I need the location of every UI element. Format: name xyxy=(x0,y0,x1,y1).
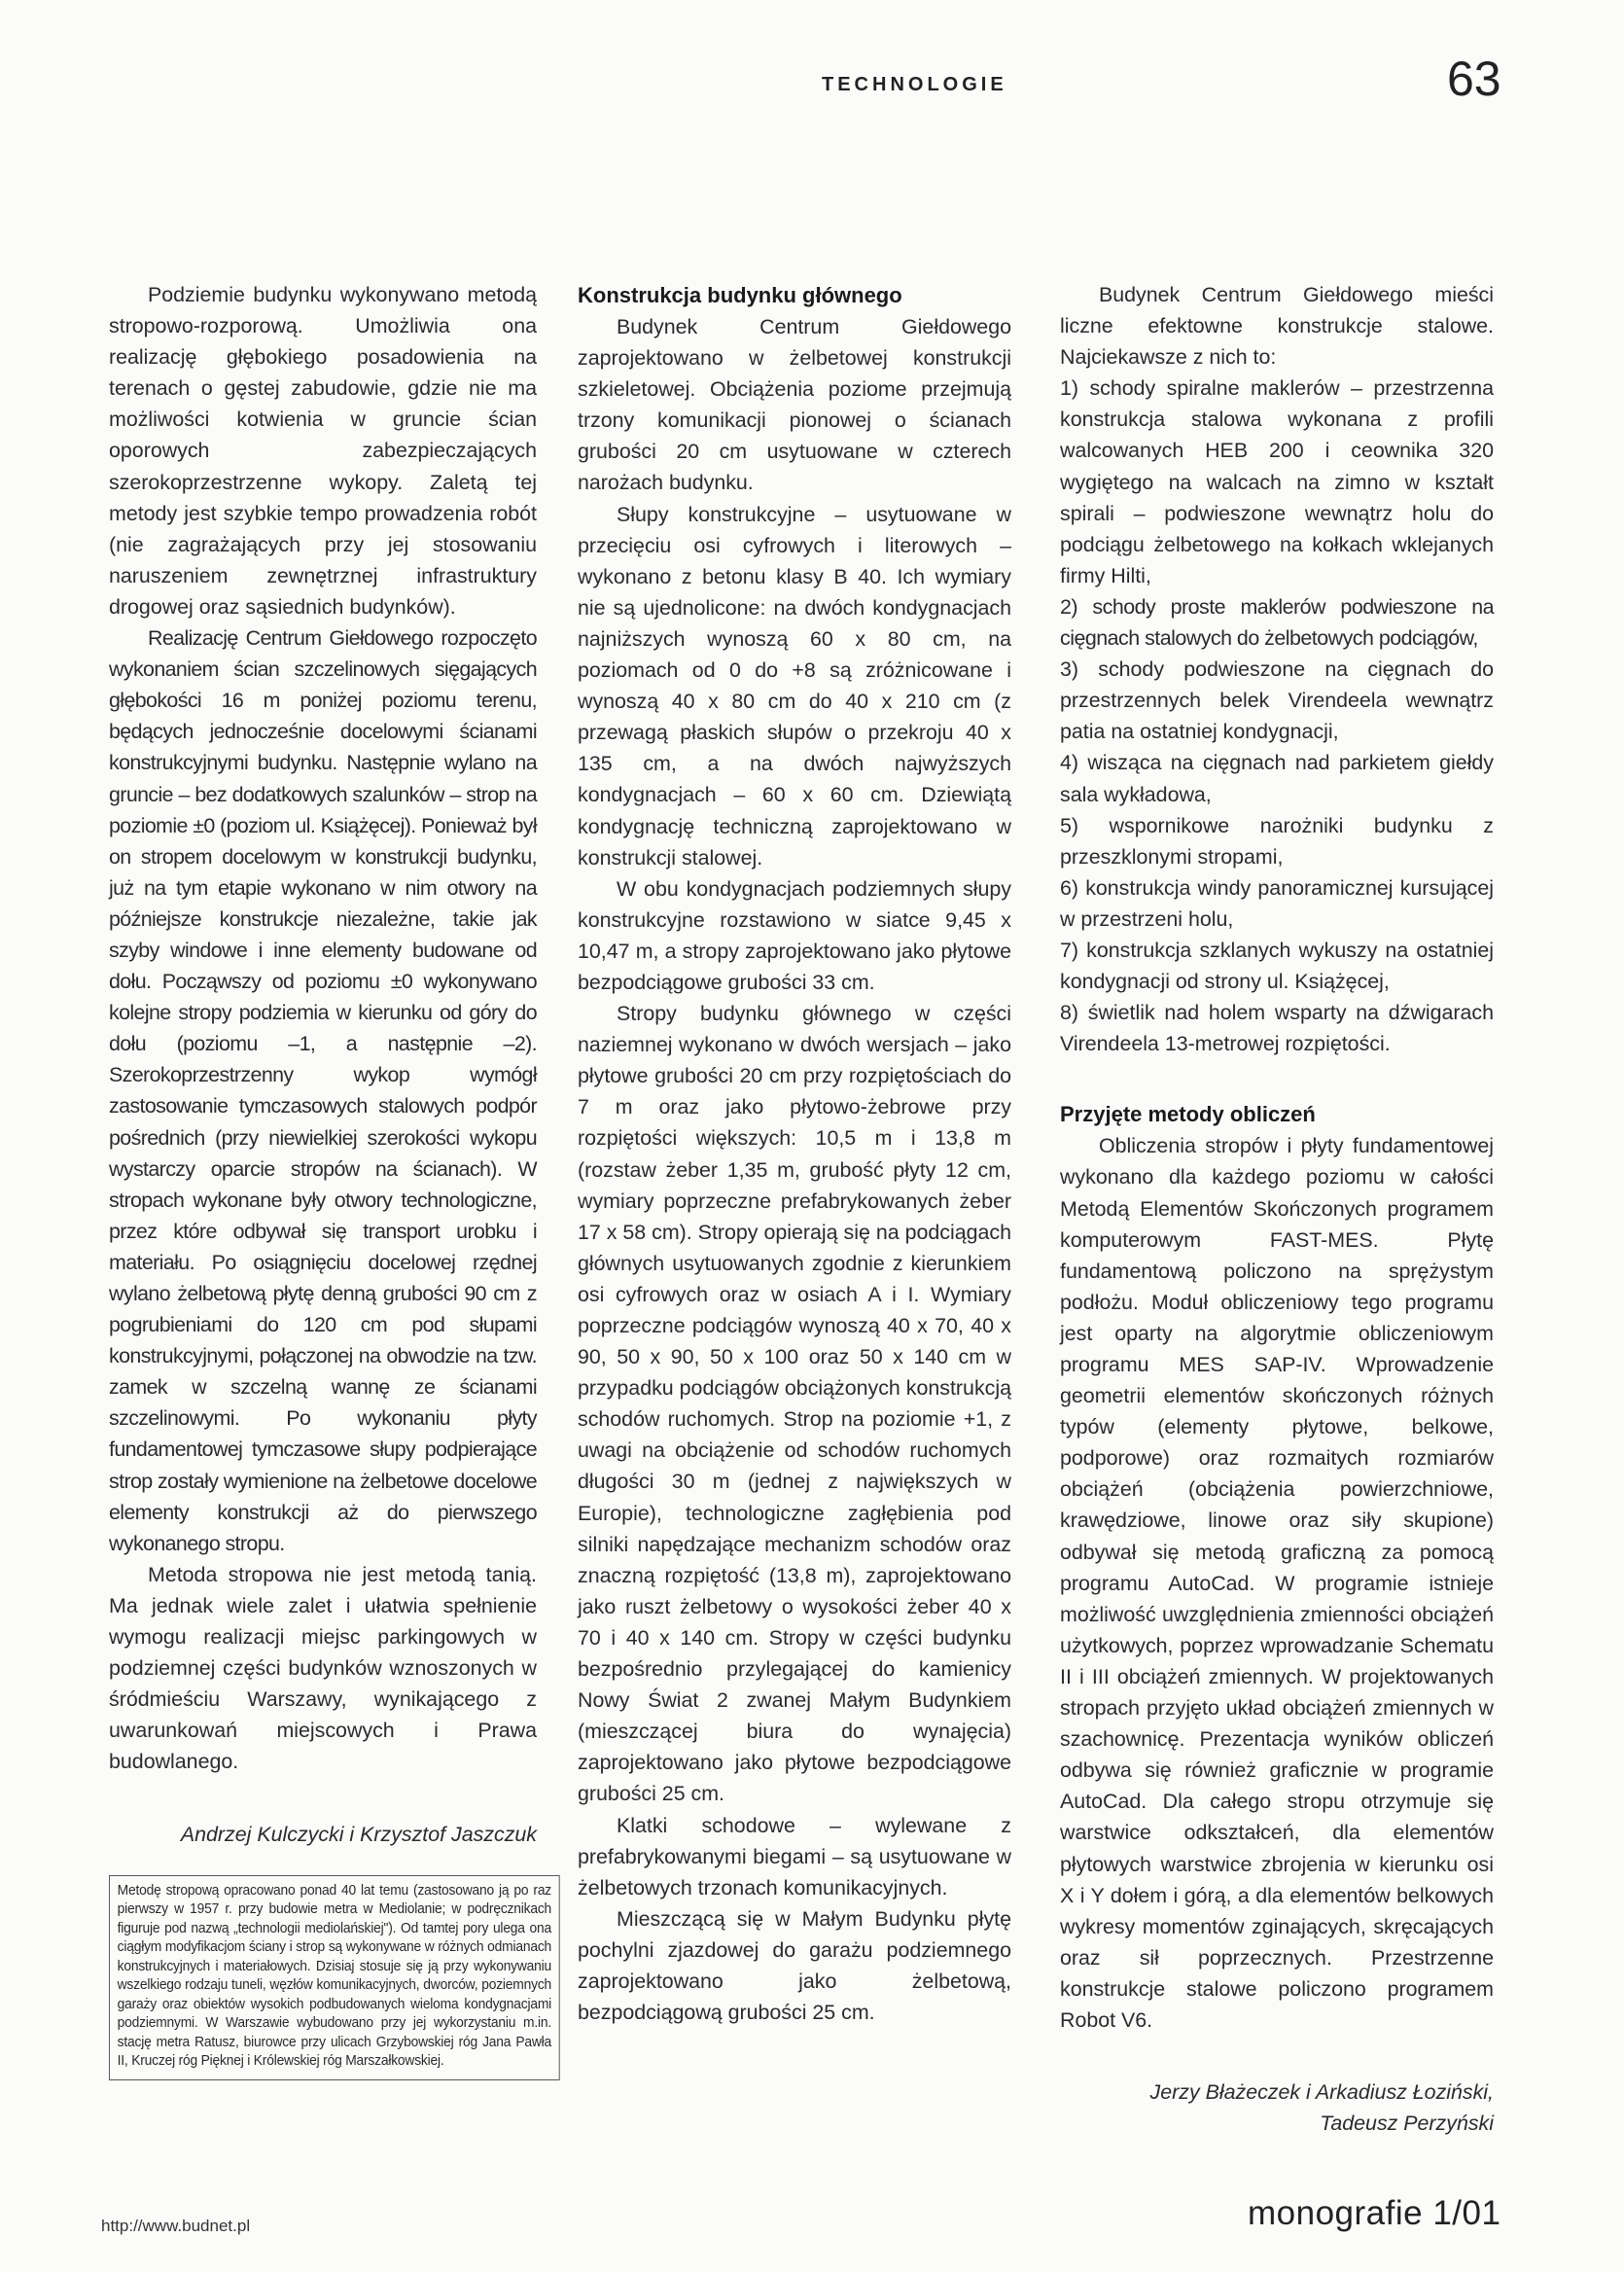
middle-column xyxy=(578,279,1011,2028)
body-paragraph: Klatki schodowe – wylewane z prefabrykowanymi biegami – są usytuowane w żelbetowych trzonach komunikacyjnych. xyxy=(578,1813,1011,1899)
list-item: 1) schody spiralne maklerów – przestrzenna konstrukcja stalowa wykonana z profili walcowanych HEB 200 i ceownika 320 wygiętego na walcach na zimno w kształt spirali – podwieszone wewnątrz holu do podciągu żelbetowego na kołkach wklejanych firmy Hilti, xyxy=(1060,376,1494,587)
body-paragraph: Budynek Centrum Giełdowego mieści liczne efektowne konstrukcje stalowe. Najciekawsze z nich to: xyxy=(1060,283,1494,370)
author-line: Jerzy Błażeczek i Arkadiusz Łoziński, xyxy=(1149,2080,1494,2105)
body-paragraph: Słupy konstrukcyjne – usytuowane w przecięciu osi cyfrowych i literowych – wykonano z betonu klasy B 40. Ich wymiary nie są ujednolicone: na dwóch kondygnacjach najniższych wynoszą 60 x 80 cm, na poziomach od 0 do +8 są zróżnicowane i wynoszą 40 x 80 cm do 40 x 210 cm (z przewagą płaskich słupów o przekroju 40 x 135 cm, a na dwóch najwyższych kondygnacjach – 60 x 60 cm. Dziewiątą kondygnację techniczną zaprojektowano w konstrukcji stalowej. xyxy=(578,502,1011,870)
list-item: 4) wisząca na cięgnach nad parkietem giełdy sala wykładowa, xyxy=(1060,751,1494,806)
article-authors xyxy=(1060,2077,1494,2139)
body-paragraph: W obu kondygnacjach podziemnych słupy konstrukcyjne rozstawiono w siatce 9,45 x 10,47 m, a stropy zaprojektowano jako płytowe bezpodciągowe grubości 33 cm. xyxy=(578,876,1011,994)
list-item: 5) wspornikowe narożniki budynku z przeszklonymi stropami, xyxy=(1060,813,1494,869)
section-label: TECHNOLOGIE xyxy=(822,74,1007,95)
section-heading: Przyjęte metody obliczeń xyxy=(1060,1102,1316,1127)
steel-structures-list xyxy=(1060,373,1494,1059)
footer-publication: monografie 1/01 xyxy=(1248,2194,1501,2232)
list-item: 8) świetlik nad holem wsparty na dźwigarach Virendeela 13-metrowej rozpiętości. xyxy=(1060,1001,1494,1056)
body-paragraph: Metoda stropowa nie jest metodą tanią. Ma jednak wiele zalet i ułatwia spełnienie wymogu realizacji miejsc parkingowych w podziemnej części budynków wznoszonych w śródmieściu Warszawy, wynikającego z uwarunkowań miejscowych i Prawa budowlanego. xyxy=(109,1562,537,1774)
left-column xyxy=(109,279,552,2080)
list-item: 3) schody podwieszone na cięgnach do przestrzennych belek Virendeela wewnątrz patia na ostatniej kondygnacji, xyxy=(1060,657,1494,744)
body-paragraph: Budynek Centrum Giełdowego zaprojektowano w żelbetowej konstrukcji szkieletowej. Obciążenia poziome przejmują trzony komunikacji pionowej o ścianach grubości 20 cm usytuowane w czterech narożach budynku. xyxy=(578,315,1011,495)
page-number: 63 xyxy=(1447,52,1501,106)
list-item: 2) schody proste maklerów podwieszone na cięgnach stalowych do żelbetowych podciągów, xyxy=(1060,594,1494,651)
sidebar-note: Metodę stropową opracowano ponad 40 lat temu (zastosowano ją po raz pierwszy w 1957 r. przy budowie metra w Mediolanie; w podręcznikach figuruje pod nazwą „technologii mediolańskiej"). Od tamtej pory ulega ona ciągłym modyfikacjom ściany i strop są wykonywane w różnych odmianach konstrukcyjnych i materiałowych. Dzisiaj stosuje się ją przy wykonywaniu wszelkiego rodzaju tuneli, węzłów komunikacyjnych, dworców, poziemnych garaży oraz obiektów wysokich podbudowanych wieloma kondygnacjami podziemnymi. W Warszawie wybudowano przy jej wykorzystaniu m.in. stację metra Ratusz, biurowce przy ulicach Grzybowskiej róg Jana Pawła II, Kruczej róg Pięknej i Królewskiej róg Marszałkowskiej. xyxy=(109,1875,560,2080)
right-column xyxy=(1060,279,1494,2139)
body-paragraph: Obliczenia stropów i płyty fundamentowej wykonano dla każdego poziomu w całości Metodą Elementów Skończonych programem komputerowym FAST-MES. Płytę fundamentową policzono na sprężystym podłożu. Moduł obliczeniowy tego programu jest oparty na algorytmie obliczeniowym programu MES SAP-IV. Wprowadzenie geometrii elementów skończonych różnych typów (elementy płytowe, belkowe, podporowe) oraz rozmaitych rozmiarów obciążeń (obciążenia powierzchniowe, krawędziowe, linowe oraz siły skupione) odbywał się metodą graficzną za pomocą programu AutoCad. W programie istnieje możliwość uwzględnienia zmienności obciążeń użytkowych, poprzez wprowadzanie Schematu II i III obciążeń zmiennych. W projektowanych stropach przyjęto układ obciążeń zmiennych w szachownicę. Prezentacja wyników obliczeń odbywa się również graficznie w programie AutoCad. Dla całego stropu otrzymuje się warstwice odkształceń, dla elementów płytowych warstwice zbrojenia w kierunku osi X i Y dołem i górą, a dla elementów belkowych wykresy momentów zginających, skręcających oraz sił poprzecznych. Przestrzenne konstrukcje stalowe policzono programem Robot V6. xyxy=(1060,1134,1494,2032)
body-paragraph: Mieszczącą się w Małym Budynku płytę pochylni zjazdowej do garażu podziemnego zaprojektowano jako żelbetową, bezpodciągową grubości 25 cm. xyxy=(578,1906,1011,2025)
list-item: 7) konstrukcja szklanych wykuszy na ostatniej kondygnacji od strony ul. Książęcej, xyxy=(1060,938,1494,994)
footer-url: http://www.budnet.pl xyxy=(101,2217,251,2235)
author-line: Andrzej Kulczycki i Krzysztof Jaszczuk xyxy=(180,1822,537,1846)
list-item: 6) konstrukcja windy panoramicznej kursującej w przestrzeni holu, xyxy=(1060,875,1494,931)
body-paragraph: Podziemie budynku wykonywano metodą stropowo-rozporową. Umożliwia ona realizację głębokiego posadowienia na terenach o gęstej zabudowie, gdzie nie ma możliwości kotwienia w gruncie ścian oporowych zabezpieczających szerokoprzestrzenne wykopy. Zaletą tej metody jest szybkie tempo prowadzenia robót (nie zagrażających przy jej stosowaniu naruszeniem zewnętrznej infrastruktury drogowej oraz sąsiednich budynków). xyxy=(109,283,537,619)
body-paragraph: Stropy budynku głównego w części naziemnej wykonano w dwóch wersjach – jako płytowe grubości 20 cm przy rozpiętościach do 7 m oraz jako płytowo-żebrowe przy rozpiętości większych: 10,5 m i 13,8 m (rozstaw żeber 1,35 m, grubość płyty 12 cm, wymiary poprzeczne prefabrykowanych żeber 17 x 58 cm). Stropy opierają się na podciągach głównych usytuowanych zgodnie z kierunkiem osi cyfrowych oraz w osiach A i I. Wymiary poprzeczne podciągów wynoszą 40 x 70, 40 x 90, 50 x 90, 50 x 100 oraz 50 x 140 cm w przypadku podciągów obciążonych konstrukcją schodów ruchomych. Strop na poziomie +1, z uwagi na obciążenie od schodów ruchomych długości 30 m (jednej z największych w Europie), technologiczne zagłębienia pod silniki napędzające mechanizm schodów oraz znaczną rozpiętość (13,8 m), zaprojektowano jako ruszt żelbetowy o wysokości żeber 40 x 70 i 40 x 140 cm. Stropy w części budynku bezpośrednio przylegającej do kamienicy Nowy Świat 2 zwanej Małym Budynkiem (mieszczącej biura do wynajęcia) zaprojektowano jako płytowe bezpodciągowe grubości 25 cm. xyxy=(578,1002,1011,1806)
body-paragraph: Realizację Centrum Giełdowego rozpoczęto wykonaniem ścian szczelinowych sięgających głębokości 16 m poniżej poziomu terenu, będących jednocześnie docelowymi ścianami konstrukcyjnymi budynku. Następnie wylano na gruncie – bez dodatkowych szalunków – strop na poziomie ±0 (poziom ul. Książęcej). Ponieważ był on stropem docelowym w konstrukcji budynku, już na tym etapie wykonano w nim otwory na późniejsze konstrukcje niezależne, takie jak szyby windowe i inne elementy budowane od dołu. Począwszy od poziomu ±0 wykonywano kolejne stropy podziemia w kierunku od góry do dołu (poziomu –1, a następnie –2). Szerokoprzestrzenny wykop wymógł zastosowanie tymczasowych stalowych podpór pośrednich (przy niewielkiej szerokości wykopu wystarczy oparcie stropów na ścianach). W stropach wykonane były otwory technologiczne, przez które odbywał się transport urobku i materiału. Po osiągnięciu docelowej rzędnej wylano żelbetową płytę denną grubości 90 cm z pogrubieniami do 120 cm pod słupami konstrukcyjnymi, połączonej na obwodzie na tzw. zamek w szczelną wannę ze ścianami szczelinowymi. Po wykonaniu płyty fundamentowej tymczasowe słupy podpierające strop zostały wymienione na żelbetowe docelowe elementy konstrukcji aż do pierwszego wykonanego stropu. xyxy=(109,626,537,1555)
author-line: Tadeusz Perzyński xyxy=(1320,2112,1494,2136)
section-heading: Konstrukcja budynku głównego xyxy=(578,283,902,307)
article-authors xyxy=(109,1819,537,1850)
